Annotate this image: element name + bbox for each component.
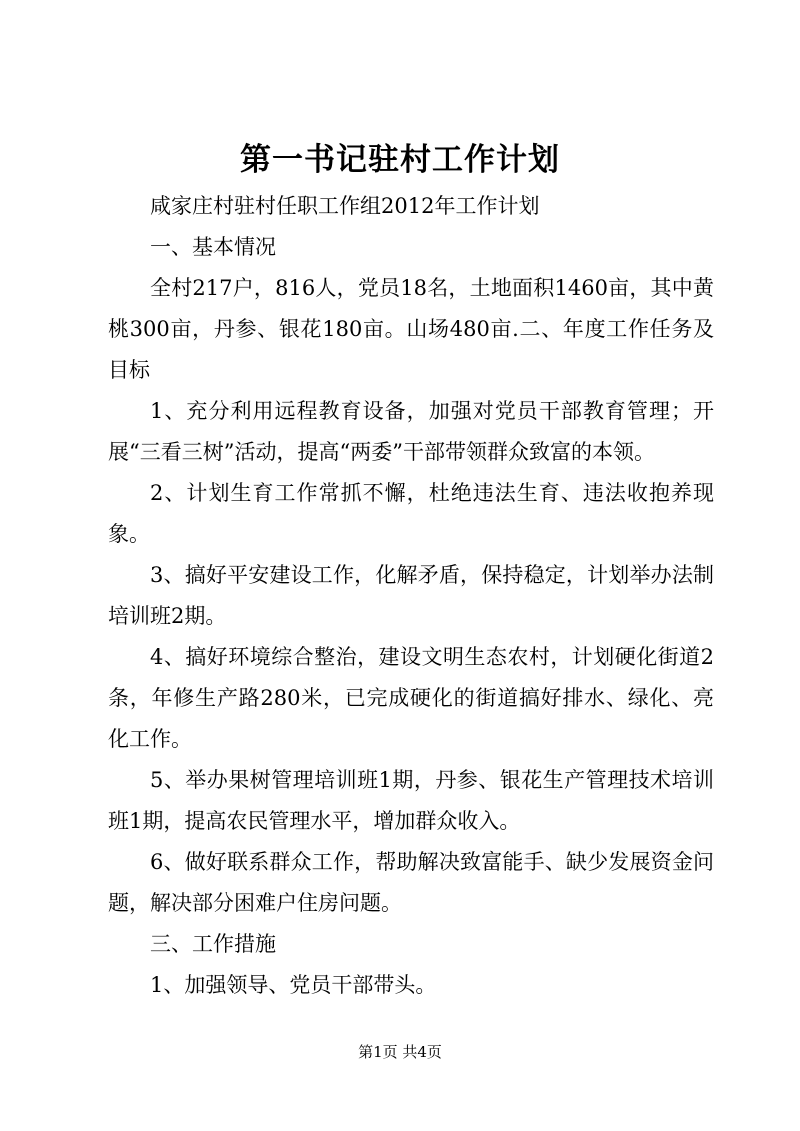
section-heading-work-measures: 三、工作措施 bbox=[150, 932, 276, 956]
paragraph-goal-3: 3、搞好平安建设工作，化解矛盾，保持稳定，计划举办法制培训班2期。 bbox=[108, 563, 714, 628]
paragraph-goal-4: 4、搞好环境综合整治，建设文明生态农村，计划硬化街道2条，年修生产路280米，已完成硬化的街道搞好排水、绿化、亮化工作。 bbox=[108, 645, 714, 751]
paragraph-goal-5: 5、举办果树管理培训班1期，丹参、银花生产管理技术培训班1期，提高农民管理水平，增加群众收入。 bbox=[108, 768, 714, 833]
paragraph-subtitle: 咸家庄村驻村任职工作组2012年工作计划 bbox=[150, 194, 540, 218]
document-body bbox=[108, 186, 714, 1006]
paragraph-goal-2: 2、计划生育工作常抓不懈，杜绝违法生育、违法收抱养现象。 bbox=[108, 481, 714, 546]
paragraph-village-stats: 全村217户，816人，党员18名，土地面积1460亩，其中黄桃300亩，丹参、银花180亩。山场480亩.二、年度工作任务及目标 bbox=[108, 276, 714, 382]
paragraph-measure-1: 1、加强领导、党员干部带头。 bbox=[150, 973, 437, 997]
paragraph-goal-1: 1、充分利用远程教育设备，加强对党员干部教育管理；开展“三看三树”活动，提高“两委”干部带领群众致富的本领。 bbox=[108, 399, 714, 464]
document-title: 第一书记驻村工作计划 bbox=[240, 142, 560, 178]
page-number-footer: 第1页 共4页 bbox=[358, 1043, 442, 1061]
paragraph-goal-6: 6、做好联系群众工作，帮助解决致富能手、缺少发展资金问题，解决部分困难户住房问题。 bbox=[108, 850, 714, 915]
section-heading-basic-situation: 一、基本情况 bbox=[150, 235, 276, 259]
